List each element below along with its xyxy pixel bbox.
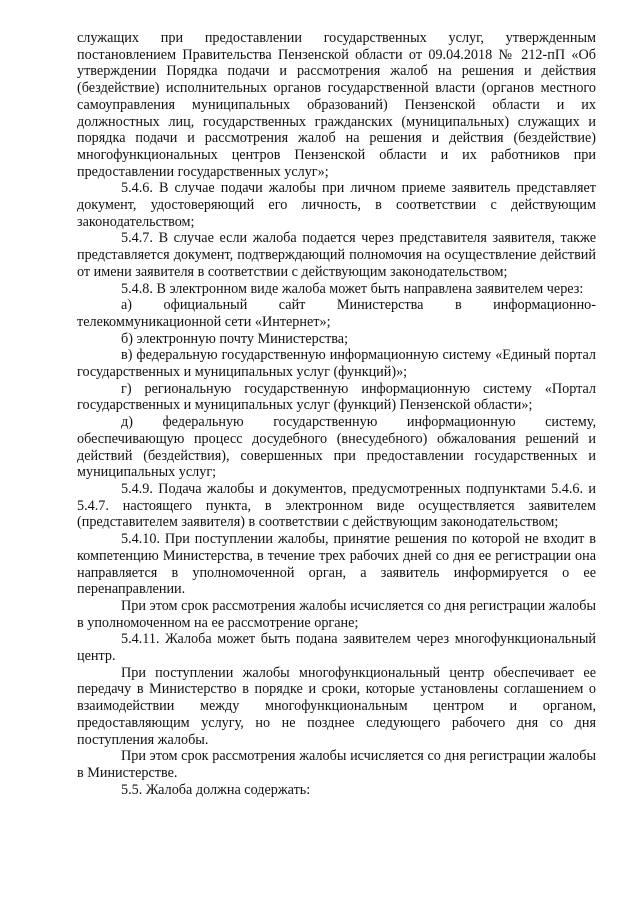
paragraph-review-term-1: При этом срок рассмотрения жалобы исчисляется со дня регистрации жалобы в уполномоченном на ее рассмотрение органе; xyxy=(77,597,596,631)
paragraph-continuation: служащих при предоставлении государственных услуг, утвержденным постановлением Правительства Пензенской области от 09.04.2018 № 212-пП «Об утверждении Порядка подачи и рассмотрения жалоб на решения и действия (бездействие) исполнительных органов государственной власти (органов местного самоуправления муниципальных образований) Пензенской области и их должностных лиц, государственных гражданских (муниципальных) служащих и порядка подачи и рассмотрения жалоб на решения и действия (бездействие) многофункциональных центров Пензенской области и их работников при предоставлении государственных услуг»; xyxy=(77,30,596,180)
paragraph-5-4-6: 5.4.6. В случае подачи жалобы при личном приеме заявитель представляет документ, удостоверяющий его личность, в соответствии с действующим законодательством; xyxy=(77,180,596,230)
paragraph-5-4-7: 5.4.7. В случае если жалоба подается через представителя заявителя, также представляется документ, подтверждающий полномочия на осуществление действий от имени заявителя в соответствии с действующим законодательством; xyxy=(77,230,596,280)
list-item-a: а) официальный сайт Министерства в информационно-телекоммуникационной сети «Интернет»; xyxy=(77,297,596,330)
paragraph-5-5: 5.5. Жалоба должна содержать: xyxy=(121,781,311,798)
list-item-d: д) федеральную государственную информационную систему, обеспечивающую процесс досудебного (внесудебного) обжалования решений и действий (бездействия), совершенных при предоставлении государственных и муниципальных услуг; xyxy=(77,414,596,481)
paragraph-5-4-11: 5.4.11. Жалоба может быть подана заявителем через многофункциональный центр. xyxy=(77,631,596,665)
paragraph-review-term-2: При этом срок рассмотрения жалобы исчисляется со дня регистрации жалобы в Министерстве. xyxy=(77,748,596,781)
list-item-v: в) федеральную государственную информационную систему «Единый портал государственных и муниципальных услуг (функций)»; xyxy=(77,347,596,381)
paragraph-mfc-transfer: При поступлении жалобы многофункциональный центр обеспечивает ее передачу в Министерство в порядке и сроки, которые установлены соглашением о взаимодействии между многофункциональным центром и органом, предоставляющим услугу, но не позднее следующего рабочего дня со дня поступления жалобы. xyxy=(77,664,596,748)
paragraph-5-4-8: 5.4.8. В электронном виде жалоба может быть направлена заявителем через: xyxy=(121,280,584,297)
paragraph-5-4-9: 5.4.9. Подача жалобы и документов, предусмотренных подпунктами 5.4.6. и 5.4.7. настоящего пункта, в электронном виде осуществляется заявителем (представителем заявителя) в соответствии с действующим законодательством; xyxy=(77,480,596,531)
list-item-b: б) электронную почту Министерства; xyxy=(121,330,349,347)
list-item-g: г) региональную государственную информационную систему «Портал государственных и муниципальных услуг (функций) Пензенской области»; xyxy=(77,380,596,414)
paragraph-5-4-10: 5.4.10. При поступлении жалобы, принятие решения по которой не входит в компетенцию Министерства, в течение трех рабочих дней со дня ее регистрации она направляется в уполномоченной орган, а заявитель информируется о ее перенаправлении. xyxy=(77,531,596,598)
